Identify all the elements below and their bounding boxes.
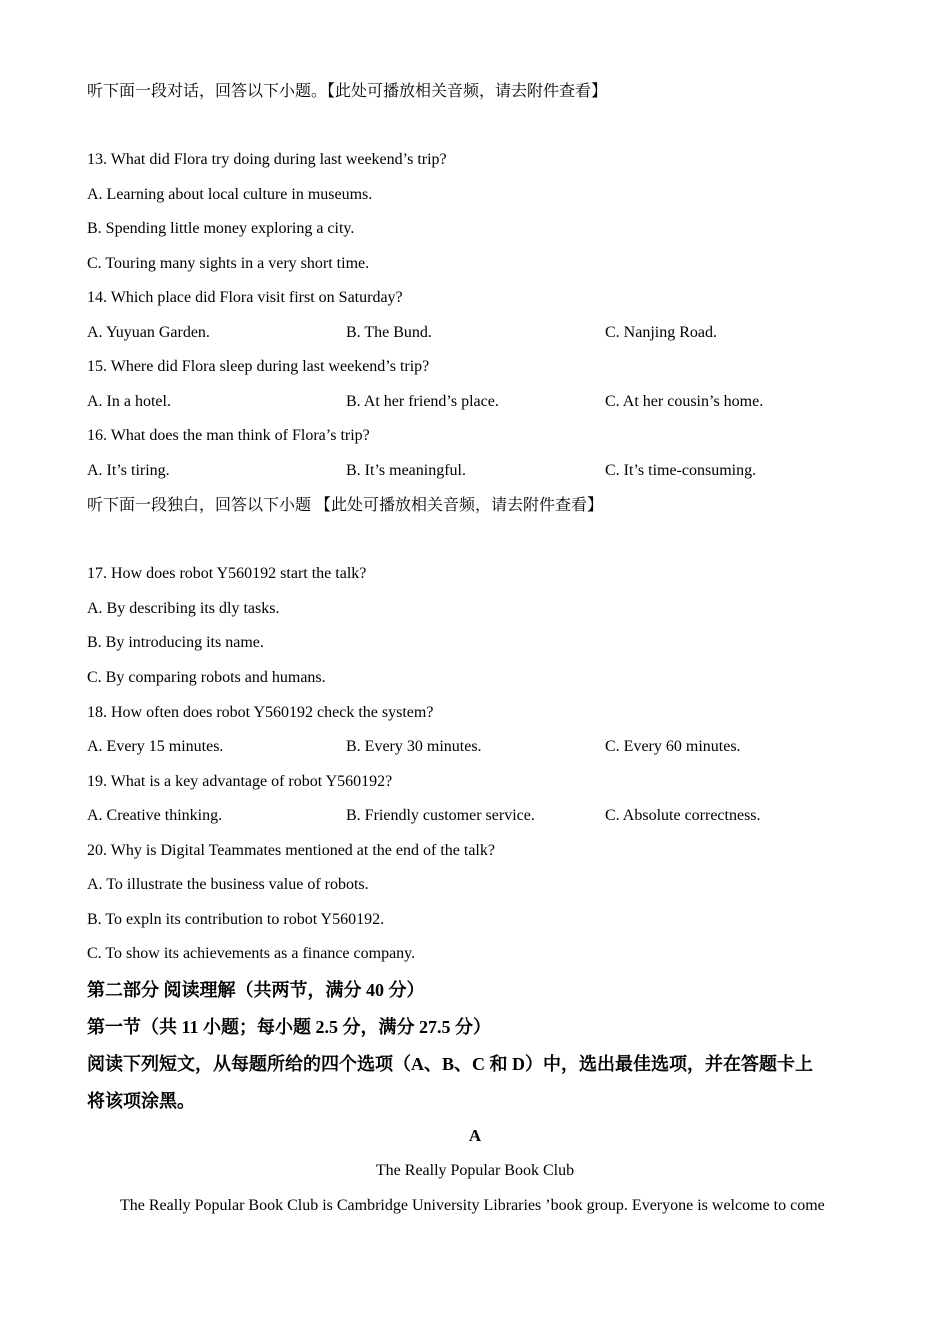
q14-option-b: B. The Bund. bbox=[346, 324, 432, 341]
q15-option-c: C. At her cousin’s home. bbox=[605, 393, 764, 410]
passage-title: The Really Popular Book Club bbox=[375, 1162, 575, 1179]
q13-option-a: A. Learning about local culture in museums. bbox=[87, 186, 373, 203]
q15-options bbox=[87, 392, 867, 412]
q13-option-c: C. Touring many sights in a very short time. bbox=[87, 255, 370, 272]
q20-option-a: A. To illustrate the business value of robots. bbox=[87, 876, 369, 893]
q18-option-b: B. Every 30 minutes. bbox=[346, 738, 482, 755]
section-one-title: 第一节（共 11 小题；每小题 2.5 分，满分 27.5 分） bbox=[87, 1017, 492, 1037]
q19-option-a: A. Creative thinking. bbox=[87, 807, 223, 824]
q16-stem: 16. What does the man think of Flora’s trip? bbox=[87, 427, 370, 444]
q18-option-a: A. Every 15 minutes. bbox=[87, 738, 224, 755]
passage-first-line: The Really Popular Book Club is Cambridge University Libraries ’book group. Everyone is welcome to come bbox=[120, 1197, 825, 1214]
q15-stem: 15. Where did Flora sleep during last weekend’s trip? bbox=[87, 358, 430, 375]
q18-option-c: C. Every 60 minutes. bbox=[605, 738, 741, 755]
q15-option-a: A. In a hotel. bbox=[87, 393, 171, 410]
q13-option-b: B. Spending little money exploring a city. bbox=[87, 220, 355, 237]
q19-option-b: B. Friendly customer service. bbox=[346, 807, 535, 824]
q16-options bbox=[87, 461, 867, 481]
q13-stem: 13. What did Flora try doing during last weekend’s trip? bbox=[87, 151, 447, 168]
q17-option-b: B. By introducing its name. bbox=[87, 634, 264, 651]
q14-options bbox=[87, 323, 867, 343]
q14-option-c: C. Nanjing Road. bbox=[605, 324, 717, 341]
q19-options bbox=[87, 806, 867, 826]
reading-instruction-line2: 将该项涂黑。 bbox=[87, 1091, 195, 1111]
monologue-intro: 听下面一段独白，回答以下小题 【此处可播放相关音频，请去附件查看】 bbox=[87, 497, 604, 514]
q16-option-a: A. It’s tiring. bbox=[87, 462, 170, 479]
q20-option-c: C. To show its achievements as a finance company. bbox=[87, 945, 416, 962]
q17-option-a: A. By describing its dly tasks. bbox=[87, 600, 280, 617]
passage-letter: A bbox=[468, 1126, 482, 1145]
q16-option-b: B. It’s meaningful. bbox=[346, 462, 466, 479]
dialogue-intro: 听下面一段对话，回答以下小题。【此处可播放相关音频，请去附件查看】 bbox=[87, 83, 608, 100]
q19-option-c: C. Absolute correctness. bbox=[605, 807, 761, 824]
q14-stem: 14. Which place did Flora visit first on Saturday? bbox=[87, 289, 403, 306]
q18-stem: 18. How often does robot Y560192 check the system? bbox=[87, 704, 434, 721]
q16-option-c: C. It’s time-consuming. bbox=[605, 462, 757, 479]
q14-option-a: A. Yuyuan Garden. bbox=[87, 324, 210, 341]
part-two-title: 第二部分 阅读理解（共两节，满分 40 分） bbox=[87, 980, 425, 1000]
q17-stem: 17. How does robot Y560192 start the talk? bbox=[87, 565, 367, 582]
q19-stem: 19. What is a key advantage of robot Y560192? bbox=[87, 773, 393, 790]
q20-stem: 20. Why is Digital Teammates mentioned at the end of the talk? bbox=[87, 842, 495, 859]
q17-option-c: C. By comparing robots and humans. bbox=[87, 669, 326, 686]
q20-option-b: B. To expln its contribution to robot Y560192. bbox=[87, 911, 385, 928]
q15-option-b: B. At her friend’s place. bbox=[346, 393, 499, 410]
reading-instruction-line1: 阅读下列短文，从每题所给的四个选项（A、B、C 和 D）中，选出最佳选项，并在答题卡上 bbox=[87, 1054, 813, 1074]
q18-options bbox=[87, 737, 867, 757]
